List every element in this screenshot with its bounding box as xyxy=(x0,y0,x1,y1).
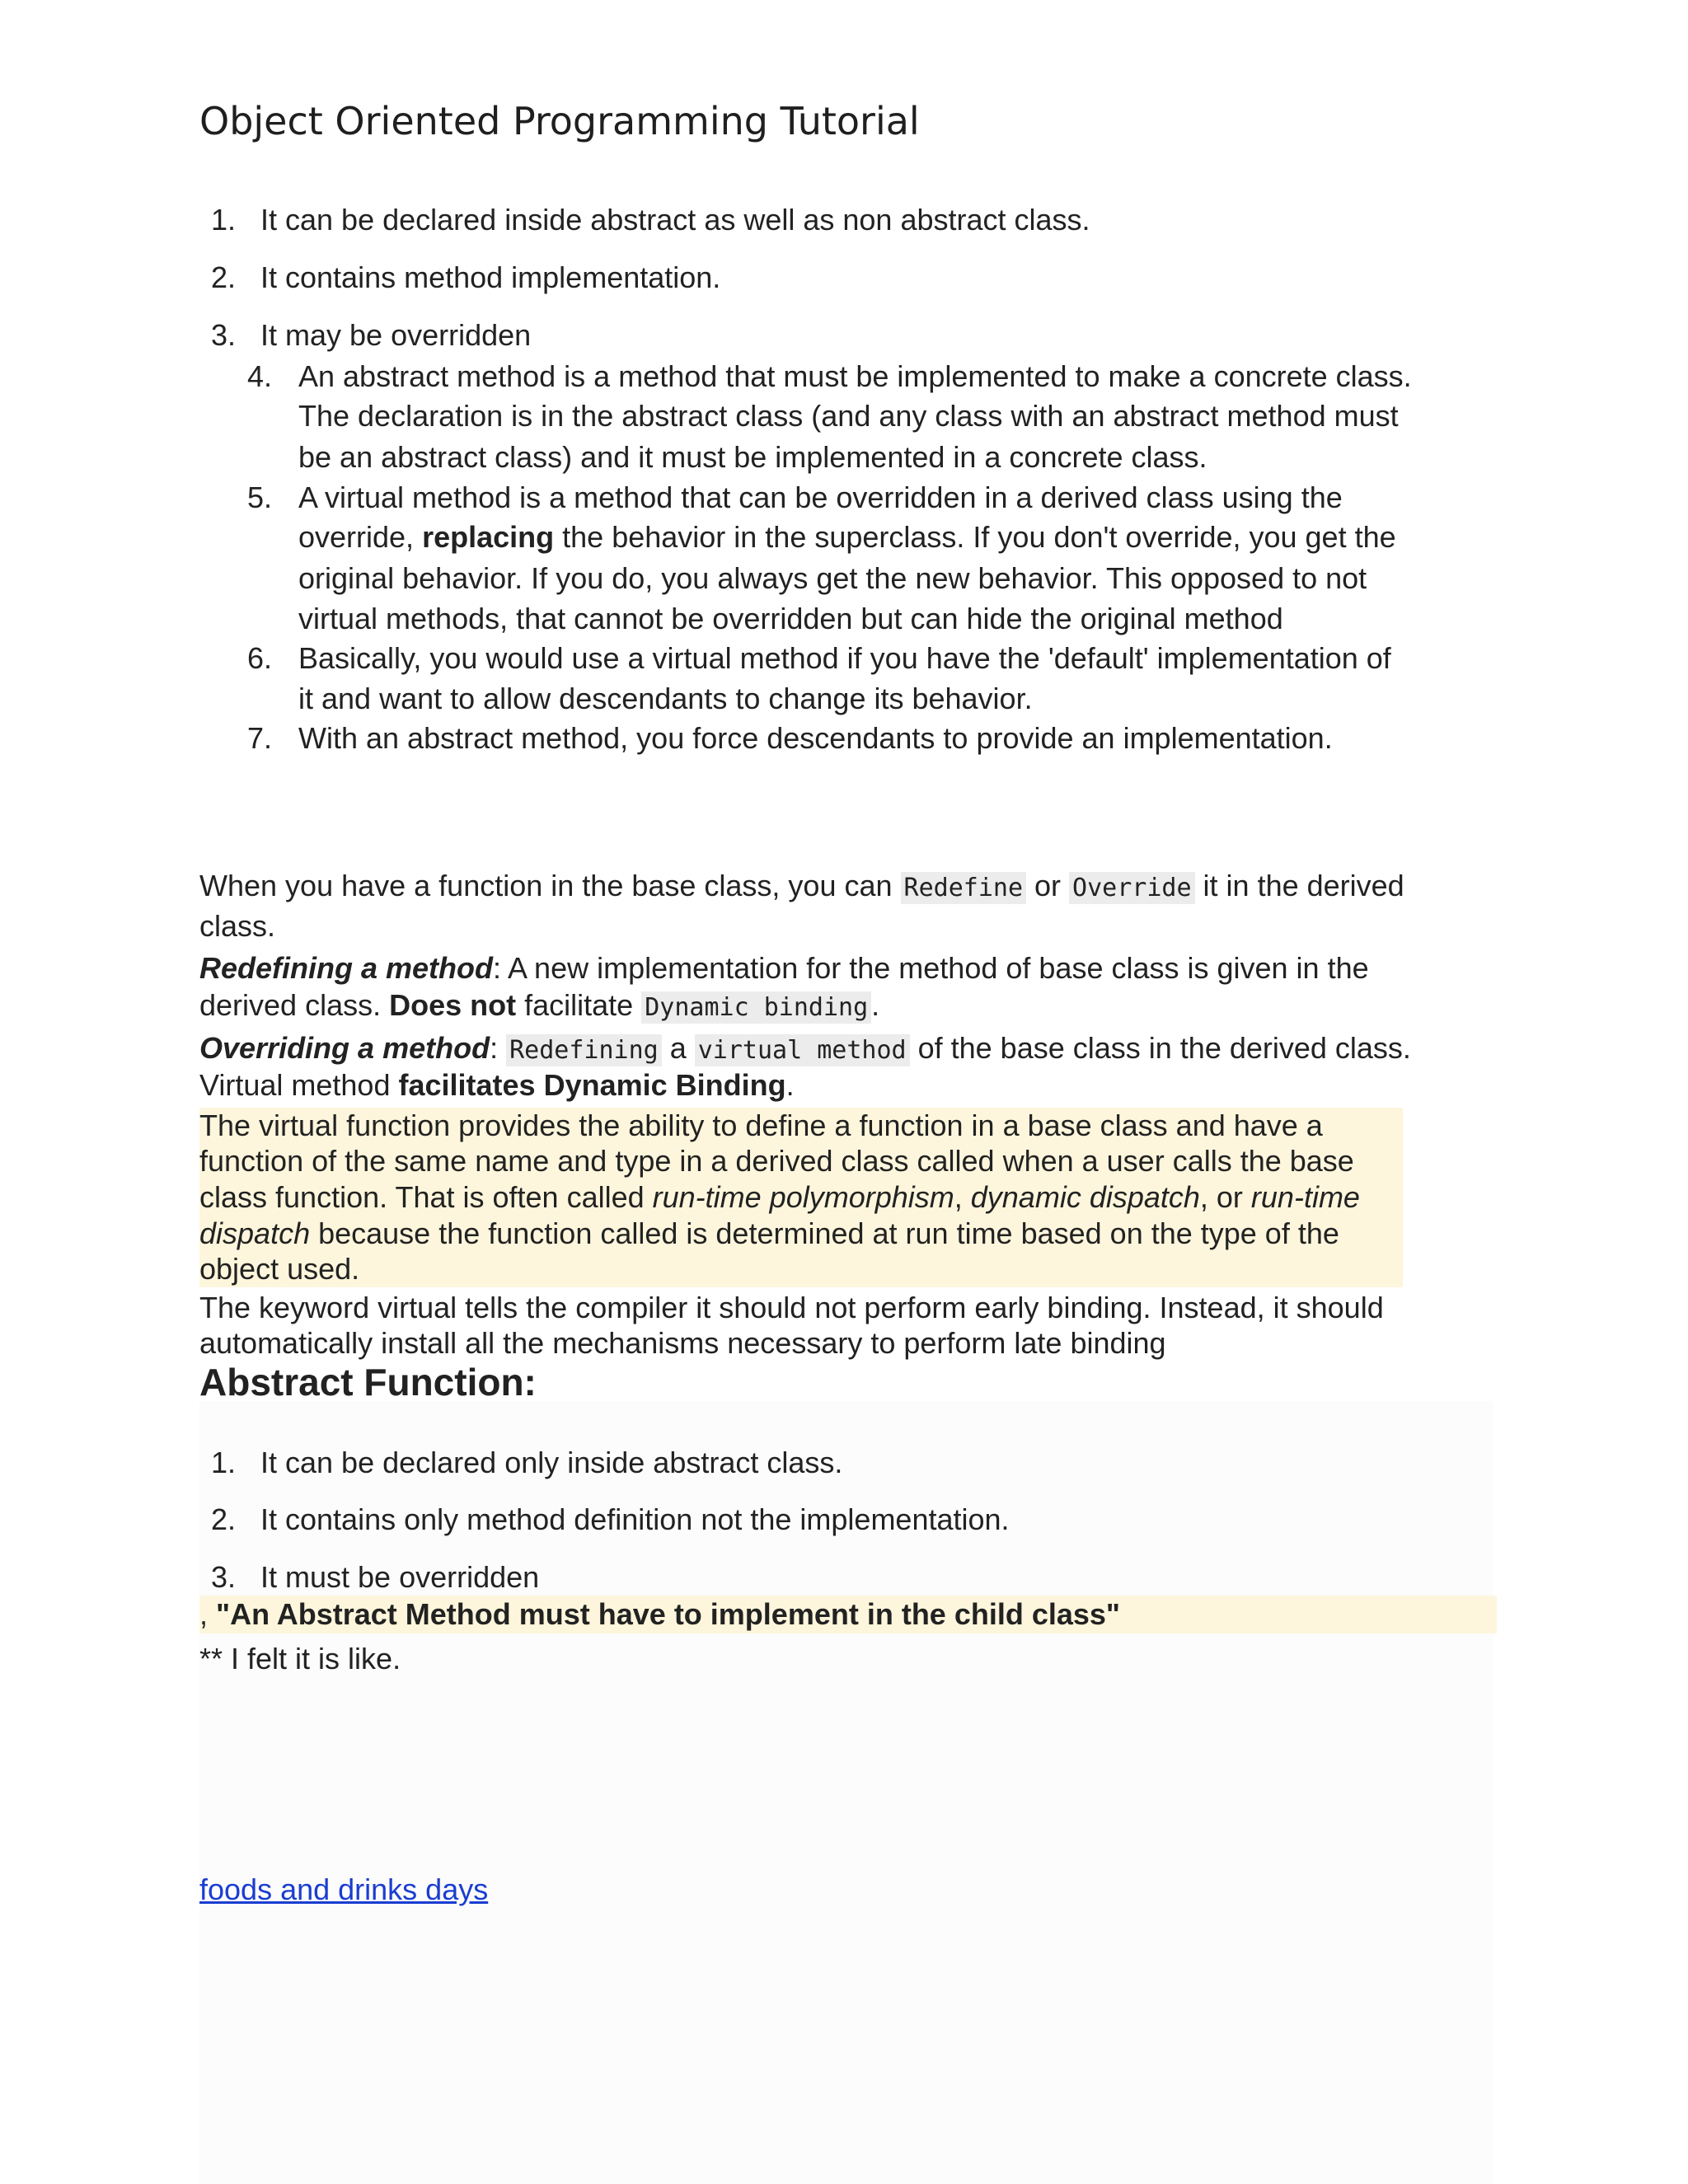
list-item-number: 2. xyxy=(211,260,237,294)
list-item-number: 1. xyxy=(211,203,237,237)
code-redefining: Redefining xyxy=(506,1034,662,1066)
note-line: ** I felt it is like. xyxy=(199,1642,401,1675)
code-override: Override xyxy=(1069,872,1195,904)
list-item-text: It may be overridden xyxy=(260,318,532,352)
virtual-paragraph-line: The virtual function provides the ability to define a function in a base class and have a xyxy=(199,1108,1323,1142)
list-item-number: 1. xyxy=(211,1446,237,1479)
list-item-text: It can be declared inside abstract as well as non abstract class. xyxy=(260,203,1090,237)
foods-drinks-link[interactable]: foods and drinks days xyxy=(199,1872,489,1906)
list-item-number: 2. xyxy=(211,1502,237,1536)
page-title: Object Oriented Programming Tutorial xyxy=(199,99,920,143)
virtual-paragraph-line: dispatch because the function called is determined at run time based on the type of the xyxy=(199,1216,1339,1250)
list-item-number: 6. xyxy=(247,641,273,675)
list-item-text: It must be overridden xyxy=(260,1560,540,1594)
code-redefine: Redefine xyxy=(901,872,1027,904)
redefining-definition-cont: derived class. Does not facilitate Dynamic binding . xyxy=(199,988,880,1022)
code-dynamic-binding: Dynamic binding xyxy=(641,991,871,1024)
list-item-text: virtual methods, that cannot be overridden but can hide the original method xyxy=(298,602,1283,635)
list-item-text: With an abstract method, you force descendants to provide an implementation. xyxy=(298,721,1333,755)
list-item-text: It contains method implementation. xyxy=(260,260,721,294)
list-item-text: it and want to allow descendants to change its behavior. xyxy=(298,682,1033,715)
overriding-definition-cont: Virtual method facilitates Dynamic Binding. xyxy=(199,1068,795,1102)
code-virtual-method: virtual method xyxy=(695,1034,910,1066)
list-item-text: Basically, you would use a virtual method if you have the 'default' implementation of xyxy=(298,641,1391,675)
list-item-text: The declaration is in the abstract class (and any class with an abstract method must xyxy=(298,399,1399,433)
section-heading: Abstract Function: xyxy=(199,1361,537,1404)
redefining-definition: Redefining a method: A new implementation for the method of base class is given in the xyxy=(199,951,1369,985)
list-item-text: original behavior. If you do, you always get the new behavior. This opposed to not xyxy=(298,561,1367,595)
virtual-paragraph-line: function of the same name and type in a derived class called when a user calls the base xyxy=(199,1144,1354,1178)
abstract-quote: , "An Abstract Method must have to implement in the child class" xyxy=(199,1597,1120,1631)
list-item-text: It can be declared only inside abstract class. xyxy=(260,1446,843,1479)
keyword-paragraph-line: automatically install all the mechanisms necessary to perform late binding xyxy=(199,1326,1166,1360)
list-item-text: A virtual method is a method that can be overridden in a derived class using the xyxy=(298,480,1343,514)
list-item-number: 4. xyxy=(247,359,273,393)
keyword-paragraph-line: The keyword virtual tells the compiler it should not perform early binding. Instead, it should xyxy=(199,1291,1384,1324)
list-item-text: override, replacing the behavior in the superclass. If you don't override, you get the xyxy=(298,520,1396,554)
list-item-text: be an abstract class) and it must be implemented in a concrete class. xyxy=(298,440,1207,474)
intro-paragraph-cont: class. xyxy=(199,909,276,943)
list-item-number: 7. xyxy=(247,721,273,755)
virtual-paragraph-line: object used. xyxy=(199,1252,360,1286)
overriding-definition: Overriding a method: Redefining a virtual method of the base class in the derived class. xyxy=(199,1031,1411,1065)
list-item-number: 3. xyxy=(211,318,237,352)
virtual-paragraph-line: class function. That is often called run-time polymorphism, dynamic dispatch, or run-time xyxy=(199,1180,1360,1214)
list-item-number: 5. xyxy=(247,480,273,514)
list-item-text: An abstract method is a method that must be implemented to make a concrete class. xyxy=(298,359,1412,393)
intro-paragraph: When you have a function in the base class, you can Redefine or Override it in the derived xyxy=(199,869,1404,902)
list-item-text: It contains only method definition not the implementation. xyxy=(260,1502,1010,1536)
list-item-number: 3. xyxy=(211,1560,237,1594)
